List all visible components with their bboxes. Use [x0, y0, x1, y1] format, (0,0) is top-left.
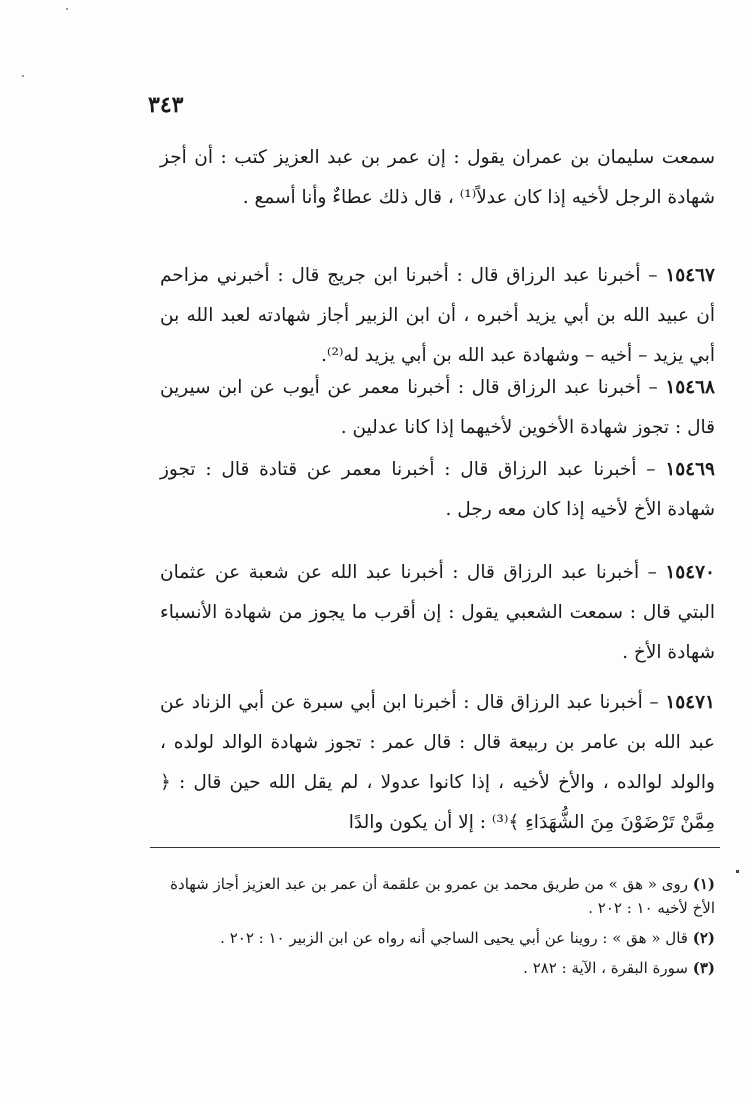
scan-speck	[66, 8, 68, 10]
hadith-paragraph	[160, 683, 715, 843]
paragraph-text: – أخبرنا عبد الرزاق قال : أخبرنا معمر عن قتادة قال : تجوز شهادة الأخ لأخيه إذا كان معه رجل .	[160, 459, 715, 520]
paragraph-text: سمعت سليمان بن عمران يقول : إن عمر بن عبد العزيز كتب : أن أجز شهادة الرجل لأخيه إذا كان عدلاً⁽¹⁾ ، قال ذلك عطاءٌ وأنا أسمع .	[160, 147, 715, 208]
paragraph-text: – أخبرنا عبد الرزاق قال : أخبرنا ابن جريج قال : أخبرني مزاحم أن عبيد الله بن أبي يزيد أخبره ، أن ابن الزبير أجاز شهادته لعبد الله بن أبي يزيد – أخيه – وشهادة عبد الله بن أبي يزيد له⁽²⁾.	[160, 265, 715, 366]
paragraph-continuation	[160, 138, 715, 218]
footnote-number: (٣)	[692, 959, 715, 977]
footnote-text: سورة البقرة ، الآية : ٢٨٢ .	[523, 959, 693, 977]
footnotes	[160, 872, 715, 986]
hadith-number: ١٥٤٧١	[665, 692, 715, 713]
footnote	[160, 926, 715, 950]
paragraph-text: – أخبرنا عبد الرزاق قال : أخبرنا ابن أبي سبرة عن أبي الزناد عن عبد الله بن عامر بن ربيعة قال : قال عمر : تجوز شهادة الوالد لولده ، والولد لوالده ، والأخ لأخيه ، إذا كانوا عدولا ، لم يقل الله حين قال : ﴿ مِمَّنْ تَرْضَوْنَ مِنَ الشُّهَدَاءِ ﴾⁽³⁾ : إلا أن يكون والدًا	[160, 692, 715, 833]
hadith-paragraph	[160, 553, 715, 673]
footnote-text: روى « هق » من طريق محمد بن عمرو بن علقمة أن عمر بن عبد العزيز أجاز شهادة الأخ لأخيه ١٠ : ٢٠٢ .	[170, 875, 715, 917]
footnote-text: قال « هق » : روينا عن أبي يحيى الساجي أنه رواه عن ابن الزبير ١٠ : ٢٠٢ .	[220, 929, 693, 947]
footnote-separator	[150, 847, 720, 848]
paragraph-text: – أخبرنا عبد الرزاق قال : أخبرنا معمر عن أيوب عن ابن سيرين قال : تجوز شهادة الأخوين لأخيهما إذا كانا عدلين .	[160, 377, 715, 438]
hadith-paragraph	[160, 256, 715, 376]
footnote-number: (٢)	[692, 929, 715, 947]
hadith-number: ١٥٤٦٧	[665, 265, 715, 286]
scan-speck	[22, 75, 24, 77]
hadith-number: ١٥٤٦٩	[665, 459, 715, 480]
scan-speck	[736, 870, 739, 873]
footnote	[160, 956, 715, 980]
hadith-paragraph	[160, 368, 715, 448]
hadith-number: ١٥٤٦٨	[665, 377, 715, 398]
footnote-number: (١)	[692, 875, 715, 893]
paragraph-text: – أخبرنا عبد الرزاق قال : أخبرنا عبد الله عن شعبة عن عثمان البتي قال : سمعت الشعبي يقول : إن أقرب ما يجوز من شهادة الأنسباء شهادة الأخ .	[160, 562, 715, 663]
page-number: ٣٤٣	[148, 92, 184, 118]
hadith-paragraph	[160, 450, 715, 530]
footnote	[160, 872, 715, 920]
hadith-number: ١٥٤٧٠	[665, 562, 715, 583]
